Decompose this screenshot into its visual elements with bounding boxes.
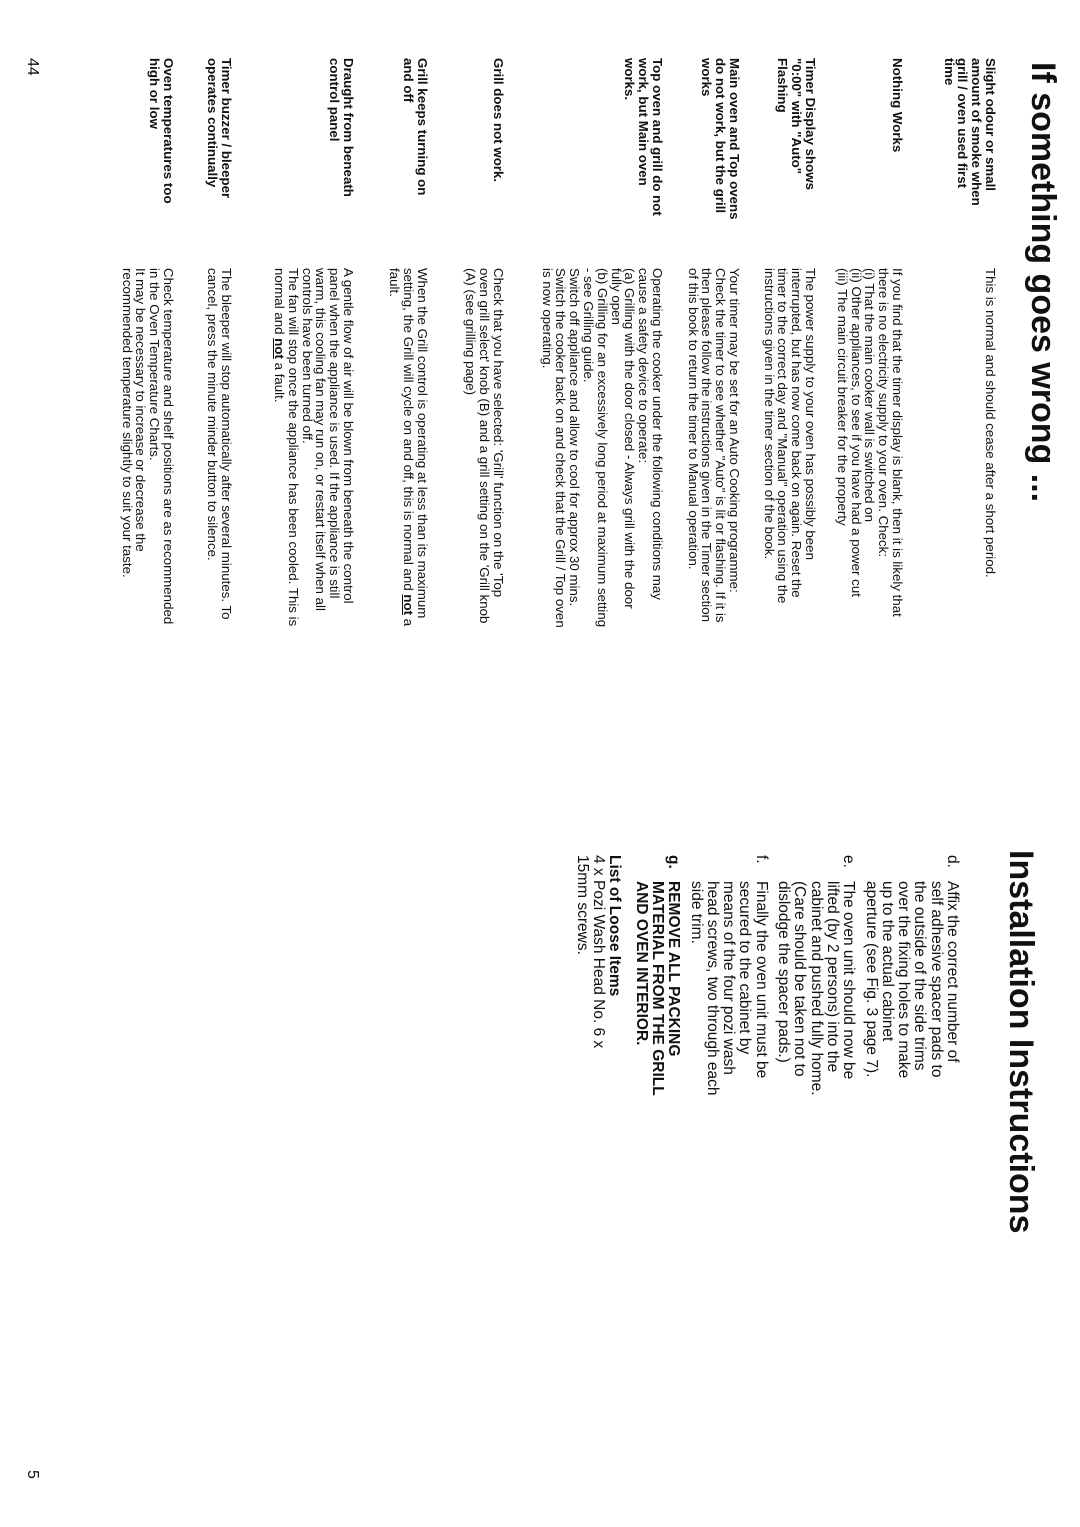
step-letter: e.	[840, 855, 858, 868]
right-page-title: Installation Instructions	[1002, 850, 1040, 1234]
left-page-title: If something goes wrong ...	[1024, 62, 1062, 503]
step-text: Affix the correct number of self adhesive spacer pads to the outside of the side trims over the fixing holes to make up to the actual cabinet aperture (see Fig. 3 page 7).	[862, 881, 961, 1079]
problem-solution: Check that you have selected: 'Grill' function on the 'Top oven grill select' knob (B) and a grill setting on the 'Grill knob (A) (see grilling page)	[463, 268, 506, 624]
loose-items-text: 4 x Pozi Wash Head No. 6 x 15mm screws.	[573, 855, 608, 1049]
problem-label: Timer Display shows "0:00" with "Auto" Flashing	[775, 58, 818, 191]
step-letter: d.	[944, 855, 961, 868]
problem-label: Timer buzzer / bleeper operates continually	[205, 58, 234, 199]
problem-label: Nothing Works	[890, 58, 905, 153]
right-page-number: 5	[24, 1470, 41, 1479]
step-letter: f.	[752, 855, 770, 864]
install-step	[862, 855, 960, 1275]
problem-solution: Check temperature and shelf positions are as recommended in the Oven Temperature Charts. It may be necessary to increase or decrease the recommended temperature slightly to suit your taste.	[119, 268, 176, 625]
install-step	[775, 855, 856, 1275]
problem-solution: The power supply to your oven has possibly been interrupted, but has now come back on again. Reset the timer to the correct day and "Manual" operation using the instructions given in the timer section of the book.	[761, 268, 818, 604]
loose-items-title: List of Loose Items	[606, 855, 624, 997]
step-text: REMOVE ALL PACKING MATERIAL FROM THE GRILL AND OVEN INTERIOR.	[632, 881, 683, 1096]
problem-label: Grill keeps turning on and off	[401, 58, 430, 196]
install-step	[632, 855, 681, 1275]
problem-label: Grill does not work.	[491, 58, 506, 183]
problem-label: Slight odour or small amount of smoke when grill / oven used first time	[941, 58, 998, 206]
problem-solution: Your timer may be set for an Auto Cooking programme: Check the timer to see whether "Auto" is lit or flashing. If it is then please follow the instructions given in the Timer section of this book to return the timer to Manual operation.	[685, 268, 742, 623]
step-text: The oven unit should now be lifted (by 2 persons) into the cabinet and pushed fully home. (Care should be taken not to dislodge the spacer pads.)	[775, 881, 858, 1096]
installation-steps	[573, 855, 960, 1275]
problem-label: Oven temperatures too high or low	[147, 58, 176, 204]
problem-solution: If you find that the timer display is blank, then it is likely that there is no electricity supply to your oven. Check: (i) That the main cooker wall is switched on (ii) Other appliances, to see if you have had a power cut (iii) The main circuit breaker for the property	[834, 268, 905, 617]
step-text: Finally the oven unit must be secured to the cabinet by means of the four pozi wash head screws, two through each side trim.	[687, 881, 770, 1096]
problem-label: Draught from beneath control panel	[327, 58, 356, 197]
problem-solution: A gentle flow of air will be blown from beneath the control panel when the appliance is used. If the appliance is still warm, this cooling fan may run on, or restart itself when all controls have been turned off. The fan will stop once the appliance has been cooled. This is normal and not a fault.	[272, 268, 356, 627]
problem-solution: The bleeper will stop automatically after several minutes. To cancel, press the minute minder button to silence.	[205, 268, 234, 620]
problem-solution: Operating the cooker under the following conditions may cause a safety device to operate: (a) Grilling with the door closed - Always grill with the door fully open (b) Grilling for an excessively long period at maximum setting - see Grilling guide. Switch off appliance and allow to cool for approx 30 mins. Switch the cooker back on and check that the Grill / Top oven is now operating.	[539, 268, 665, 628]
left-page-number: 44	[24, 58, 41, 76]
problem-label: Top oven and grill do not work, but Main oven works.	[622, 58, 665, 216]
step-letter: g.	[665, 855, 683, 869]
problem-label: Main oven and Top ovens do not work, but the grill works	[699, 58, 742, 220]
install-step	[687, 855, 768, 1275]
problem-solution: This is normal and should cease after a short period.	[983, 268, 998, 578]
problem-solution: When the Grill control is operating at less than its maximum setting, the Grill will cycle on and off, this is normal and not a fault.	[387, 268, 430, 627]
